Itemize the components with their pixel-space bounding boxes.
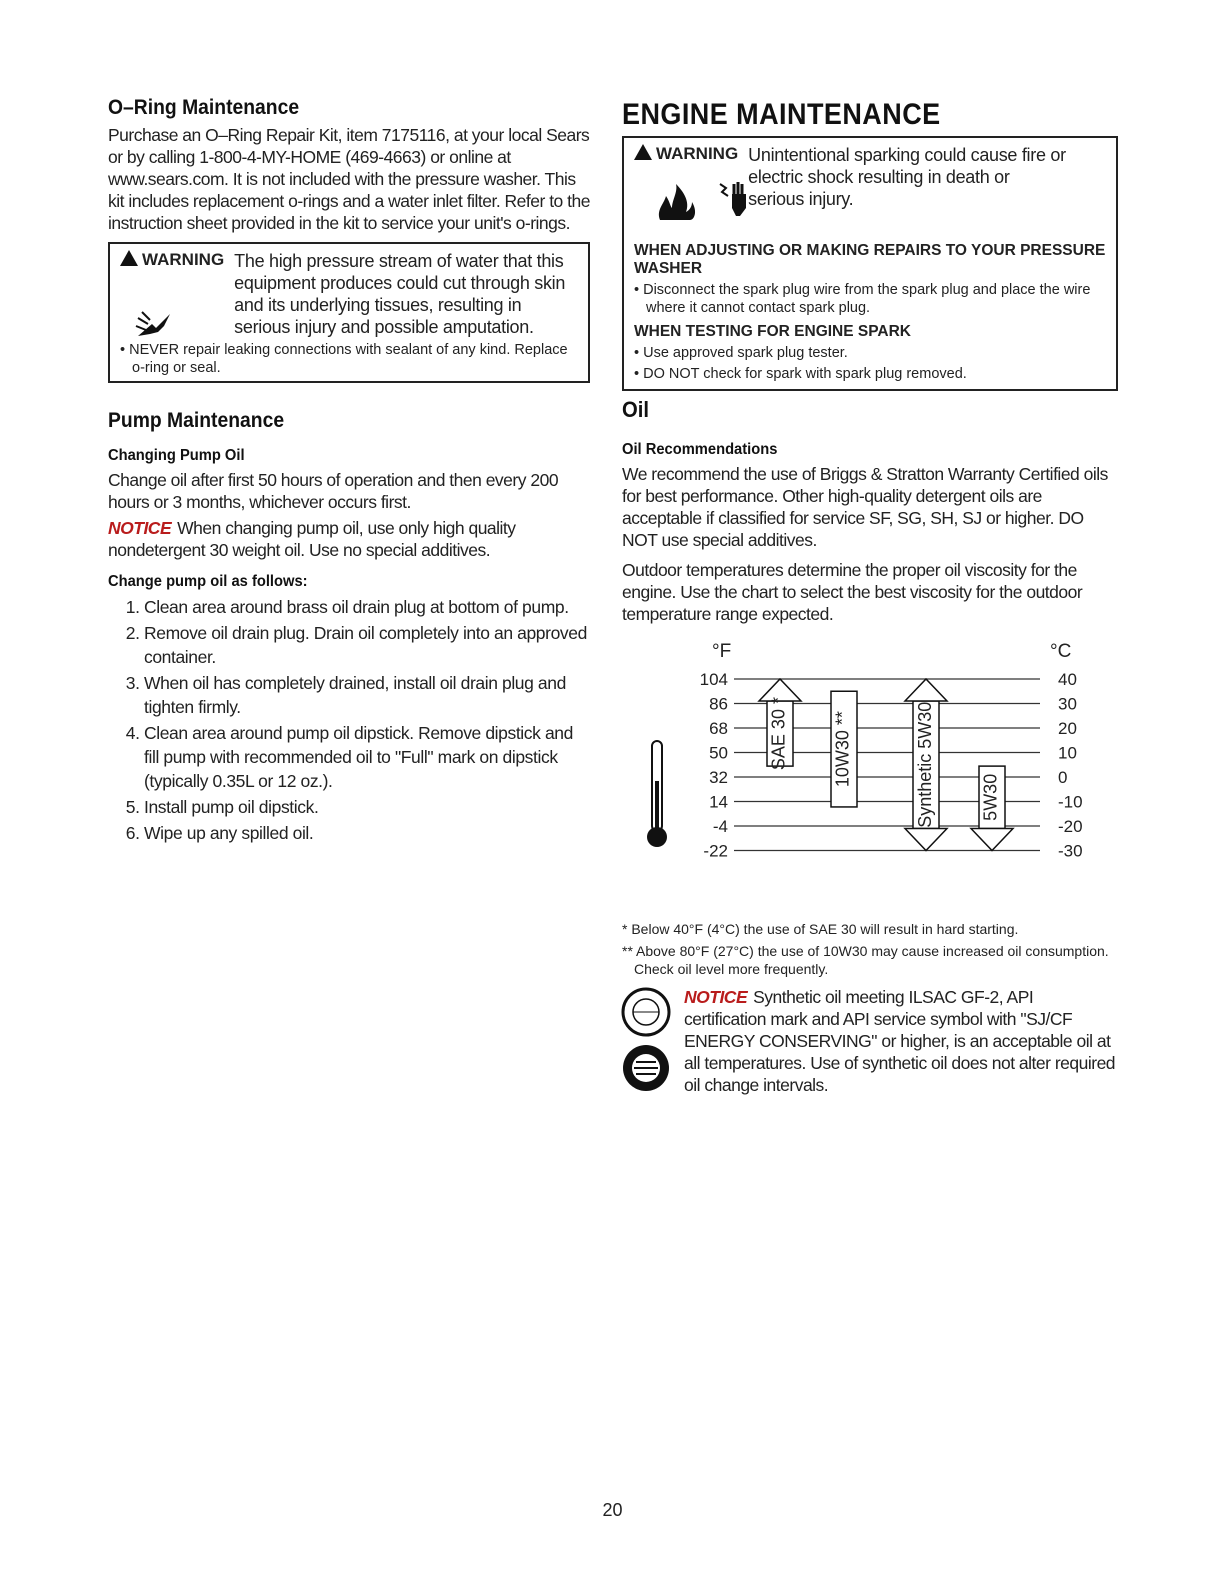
unit-fahrenheit: °F xyxy=(712,641,732,662)
tick-label-c: -30 xyxy=(1058,841,1083,861)
list-item: 3. When oil has completely drained, install oil drain plug and tighten firmly. xyxy=(144,671,590,719)
oring-paragraph: Purchase an O–Ring Repair Kit, item 7175116, at your local Sears or by calling 1-800-4-MY-HOME (469-4663) or online at www.sears.com. It is not included with the pressure washer. This kit includes replacement o-rings and a water inlet filter. Refer to the instruction sheet provided in the kit to service your unit's o-rings. xyxy=(108,125,590,233)
api-service-symbol-icon xyxy=(620,986,672,1096)
pump-notice: NOTICE When changing pump oil, use only high quality nondetergent 30 weight oil. Use no special additives. xyxy=(108,518,516,560)
oring-title: O–Ring Maintenance xyxy=(108,96,300,119)
tick-label-c: 40 xyxy=(1058,670,1077,689)
oil-recommendations-heading: Oil Recommendations xyxy=(622,441,778,458)
injection-hazard-icon xyxy=(134,308,174,342)
electric-shock-icon xyxy=(716,178,752,218)
arrow-down xyxy=(905,829,947,851)
tick-label-f: 104 xyxy=(699,670,728,689)
warning-triangle-icon xyxy=(120,250,138,266)
unit-celsius: °C xyxy=(1050,641,1072,662)
list-item: 5. Install pump oil dipstick. xyxy=(144,795,590,819)
warning-triangle-icon xyxy=(634,144,652,160)
tick-label-f: 14 xyxy=(709,792,728,812)
footnote-sae30: * Below 40°F (4°C) the use of SAE 30 will result in hard starting. xyxy=(622,921,1019,937)
notice-label: NOTICE xyxy=(108,518,172,538)
arrow-down xyxy=(971,829,1013,851)
page-number: 20 xyxy=(602,1500,623,1520)
testing-bullet-2: • DO NOT check for spark with spark plug removed. xyxy=(634,366,967,382)
adjusting-bullet: • Disconnect the spark plug wire from the spark plug and place the wire where it cannot contact spark plug. xyxy=(634,282,1091,316)
oil-paragraph-1: We recommend the use of Briggs & Stratton Warranty Certified oils for best performance. Other high-quality detergent oils are acceptable if classified for service SF, SG, SH, SJ or higher. DO NOT use special additives. xyxy=(622,464,1108,550)
oil-viscosity-chart xyxy=(622,631,1092,916)
fire-icon xyxy=(654,182,698,222)
oring-warning-box xyxy=(108,242,590,383)
engine-maintenance-title: ENGINE MAINTENANCE xyxy=(622,98,941,131)
right-column xyxy=(622,96,1118,1096)
bar-label: 5W30 xyxy=(980,773,1001,821)
oil-paragraph-2: Outdoor temperatures determine the proper oil viscosity for the engine. Use the chart to select the best viscosity for the outdoor temperature range expected. xyxy=(622,560,1083,624)
tick-label-f: -4 xyxy=(712,817,728,836)
testing-heading: WHEN TESTING FOR ENGINE SPARK xyxy=(634,323,912,340)
left-column xyxy=(108,96,590,847)
change-pump-oil-heading: Change pump oil as follows: xyxy=(108,573,308,590)
bar-label: 10W30 ** xyxy=(832,711,853,788)
bar-label: SAE 30 * xyxy=(768,697,789,771)
warning-text: The high pressure stream of water that this equipment produces could cut through skin and its underlying tissues, resulting in serious injury and possible amputation. xyxy=(234,251,566,337)
tick-label-f: 86 xyxy=(709,694,728,714)
tick-label-c: 0 xyxy=(1058,768,1068,787)
thermometer-fill xyxy=(655,781,659,833)
notice-label: NOTICE xyxy=(684,987,748,1007)
pump-steps xyxy=(108,595,590,845)
bar-label: Synthetic 5W30 xyxy=(914,701,935,828)
synthetic-notice xyxy=(622,986,1118,1096)
arrow-up xyxy=(905,679,947,701)
testing-bullet-1: • Use approved spark plug tester. xyxy=(634,345,848,361)
tick-label-c: 20 xyxy=(1058,719,1077,738)
engine-warning-box xyxy=(622,136,1118,391)
tick-label-c: -20 xyxy=(1058,817,1083,836)
oil-title: Oil xyxy=(622,397,649,422)
footnote-10w30: ** Above 80°F (27°C) the use of 10W30 may cause increased oil consumption. Check oil level more frequently. xyxy=(622,943,1109,977)
list-item: 1. Clean area around brass oil drain plug at bottom of pump. xyxy=(144,595,590,619)
tick-label-f: 68 xyxy=(709,719,728,738)
changing-pump-oil-heading: Changing Pump Oil xyxy=(108,447,245,464)
tick-label-f: 50 xyxy=(709,743,728,763)
tick-label-c: 30 xyxy=(1058,694,1077,714)
adjusting-heading: WHEN ADJUSTING OR MAKING REPAIRS TO YOUR PRESSURE WASHER xyxy=(634,242,1106,277)
pump-title: Pump Maintenance xyxy=(108,409,285,432)
warning-bullet: • NEVER repair leaking connections with sealant of any kind. Replace o-ring or seal. xyxy=(120,342,568,376)
tick-label-f: 32 xyxy=(709,768,728,787)
warning-text: Unintentional sparking could cause fire or electric shock resulting in death or serious injury. xyxy=(748,145,1066,209)
notice-text: Synthetic oil meeting ILSAC GF-2, API certification mark and API service symbol with "SJ/CF ENERGY CONSERVING" or higher, is an acceptable oil at all temperatures. Use of synthetic oil does not alter required oil change intervals. xyxy=(684,987,1116,1095)
pump-paragraph: Change oil after first 50 hours of operation and then every 200 hours or 3 months, whichever occurs first. xyxy=(108,470,559,512)
list-item: 2. Remove oil drain plug. Drain oil completely into an approved container. xyxy=(144,621,590,669)
tick-label-f: -22 xyxy=(703,841,728,861)
list-item: 4. Clean area around pump oil dipstick. Remove dipstick and fill pump with recommended oil to "Full" mark on dipstick (typically 0.35L or 12 oz.). xyxy=(144,721,590,793)
list-item: 6. Wipe up any spilled oil. xyxy=(144,821,590,845)
tick-label-c: 10 xyxy=(1058,743,1077,763)
warning-label: WARNING xyxy=(120,250,224,270)
tick-label-c: -10 xyxy=(1058,792,1083,812)
warning-label: WARNING xyxy=(634,144,738,164)
